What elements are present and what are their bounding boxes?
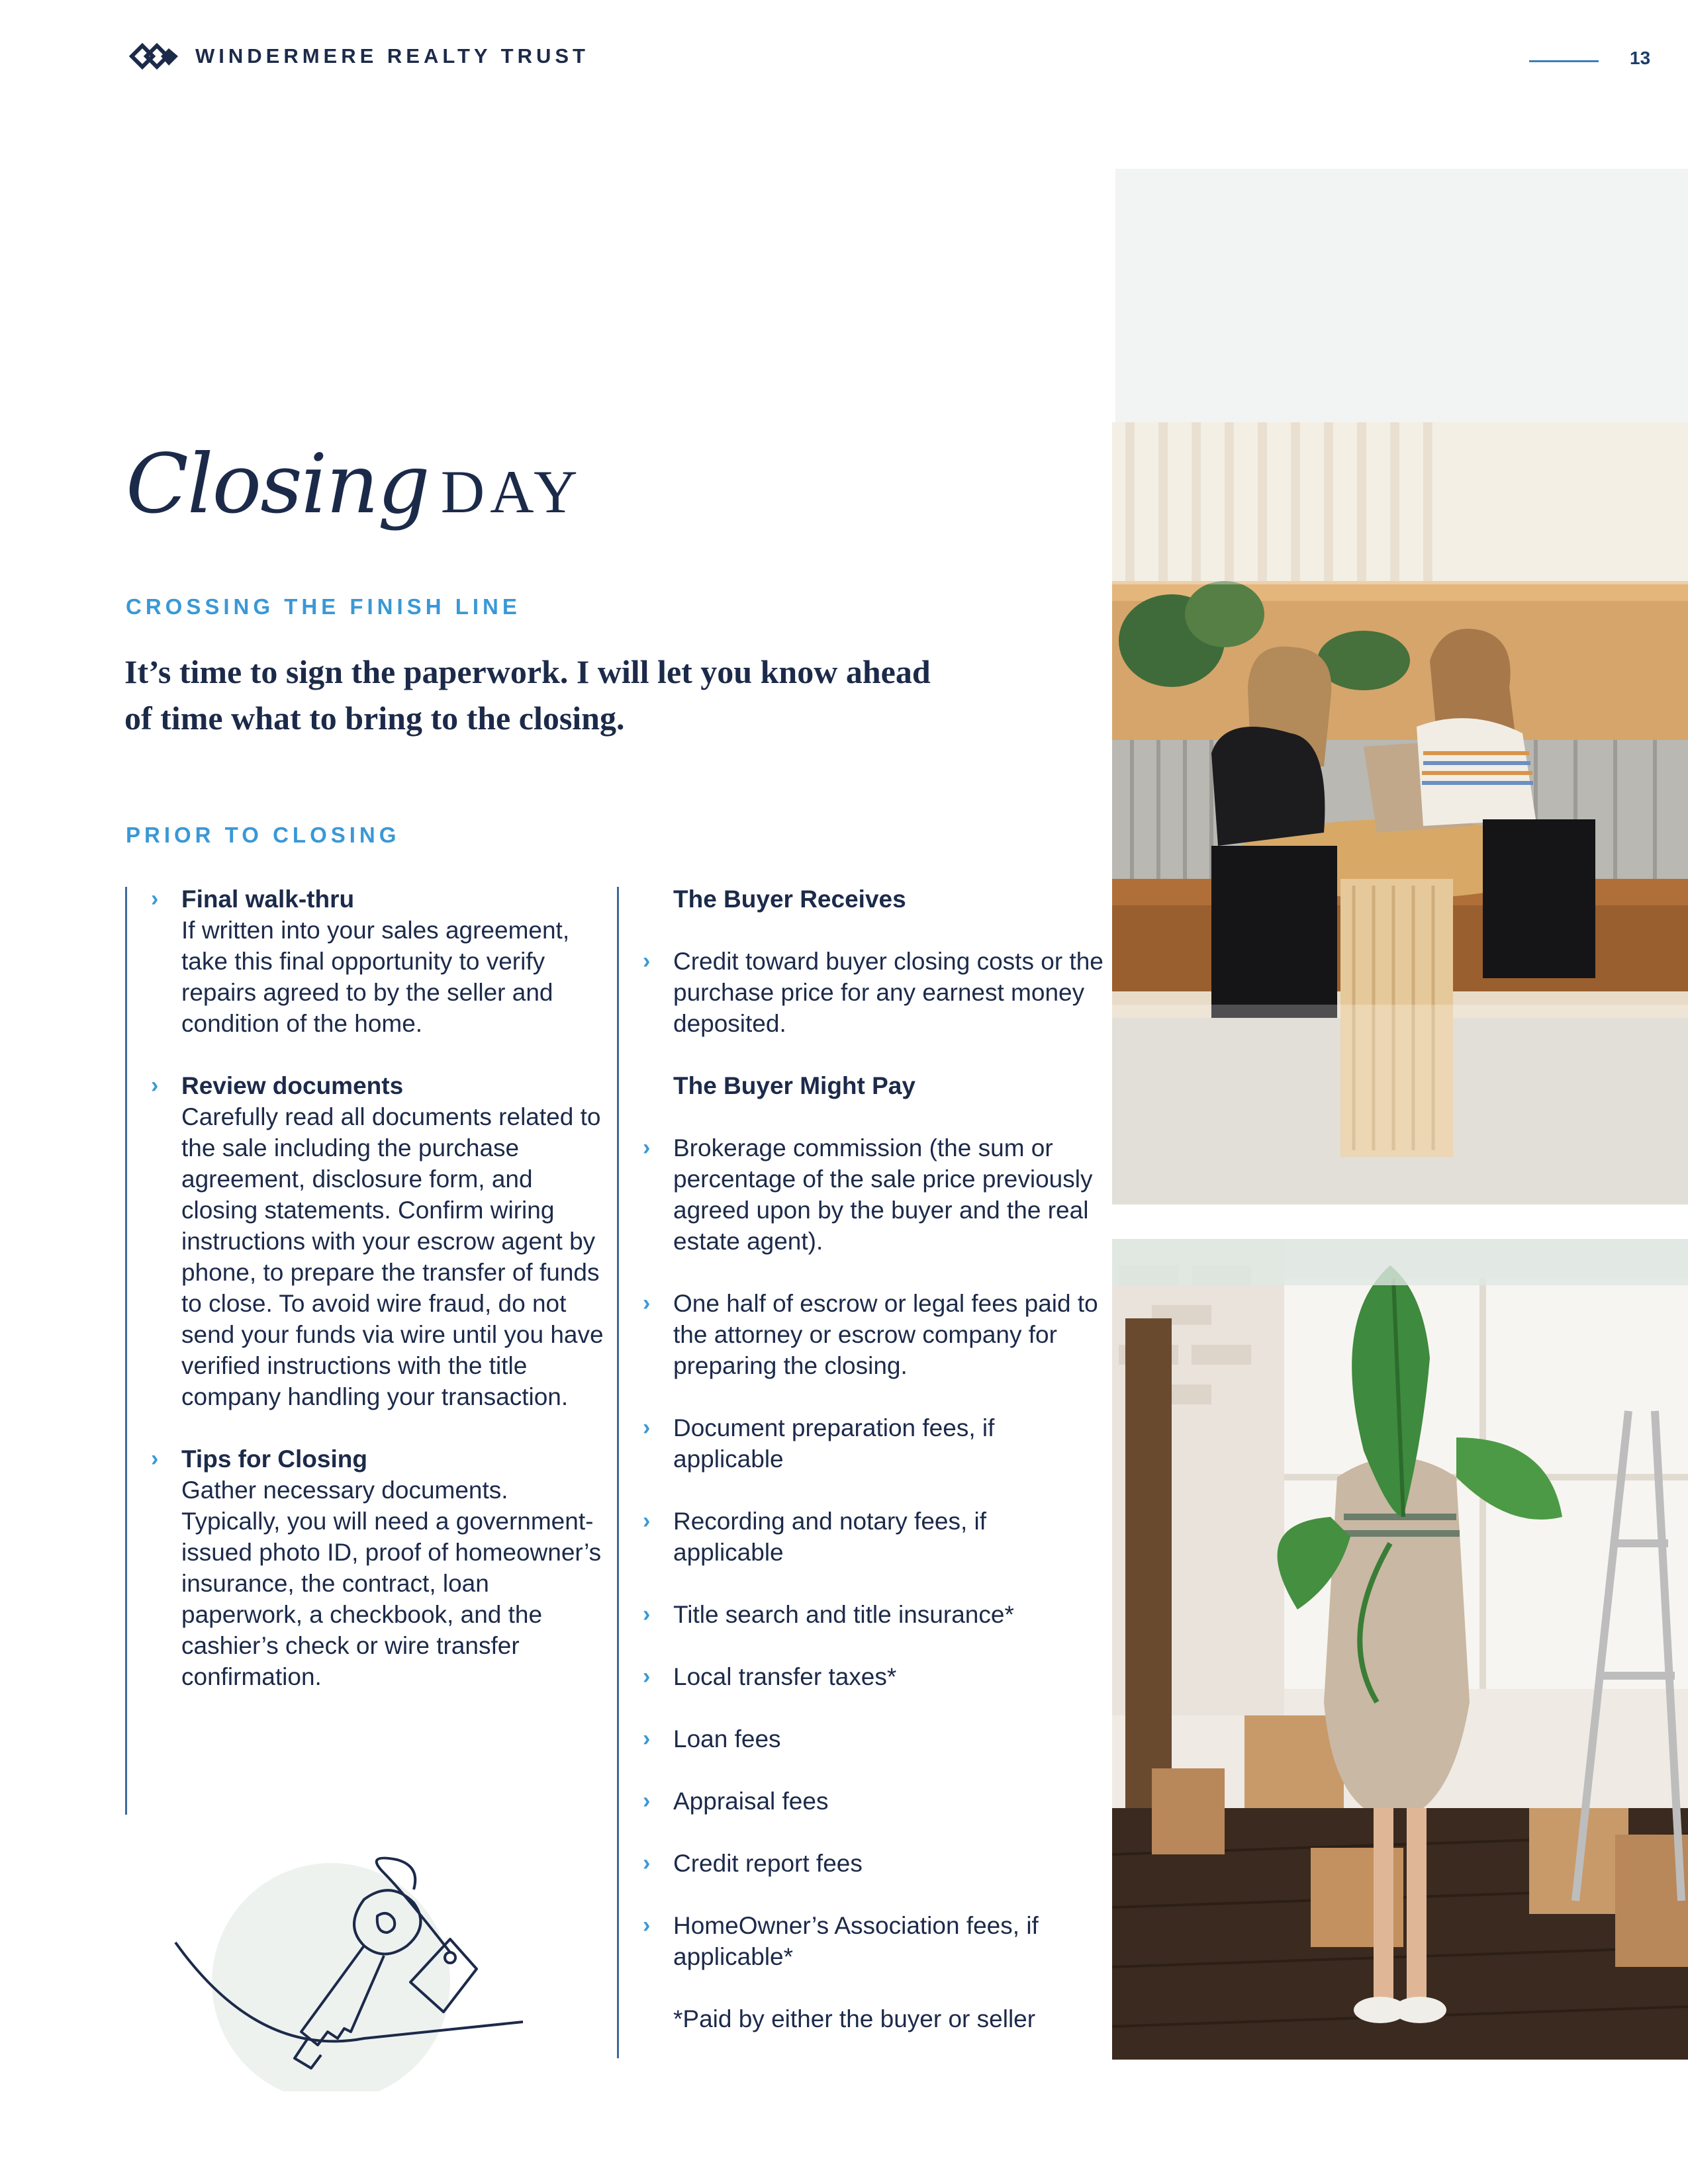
page-number-rule (1529, 60, 1599, 62)
chevron-right-icon: › (643, 1415, 651, 1440)
item-body: Loan fees (673, 1725, 781, 1752)
middle-column-rule (617, 887, 619, 2058)
list-item (643, 1599, 1103, 1630)
decorative-panel (1115, 169, 1688, 424)
list-item (643, 1848, 1103, 1879)
list-item (643, 1412, 1103, 1475)
footnote: *Paid by either the buyer or seller (673, 2005, 1036, 2032)
page-title (126, 437, 583, 532)
brand-logo (129, 40, 589, 73)
list-item-tips-for-closing (151, 1443, 605, 1692)
page-number: 13 (1630, 48, 1651, 68)
list-item (643, 946, 1103, 1039)
list-item-review-documents (151, 1070, 605, 1412)
list-item (643, 1910, 1103, 1972)
chevron-right-icon: › (643, 1135, 651, 1160)
chevron-right-icon: › (643, 1788, 651, 1813)
item-body: Brokerage commission (the sum or percentage of the sale price previously agreed upon by the buyer and the real estate agent). (673, 1134, 1093, 1255)
list-item (643, 1506, 1103, 1568)
chevron-right-icon: › (151, 886, 159, 911)
photo-woman-holding-plant (1112, 1239, 1688, 2060)
chevron-right-icon: › (151, 1073, 159, 1098)
item-body: Local transfer taxes* (673, 1663, 897, 1690)
item-body: Title search and title insurance* (673, 1601, 1014, 1628)
chevron-right-icon: › (643, 1291, 651, 1316)
item-body: Carefully read all documents related to the sale including the purchase agreement, disclosure form, and closing statements. Confirm wiring instructions with your escrow agent by phone, to prepare the transfer of funds to close. To avoid wire fraud, do not send your funds via wire until you have verified instructions with the title company handling your transaction. (181, 1103, 604, 1410)
list-item (643, 1723, 1103, 1754)
item-body: Credit report fees (673, 1850, 863, 1877)
chevron-right-icon: › (643, 1913, 651, 1938)
chevron-right-icon: › (643, 948, 651, 974)
section-kicker-prior-to-closing: PRIOR TO CLOSING (126, 823, 400, 847)
item-body: Document preparation fees, if applicable (673, 1414, 995, 1473)
item-heading: Review documents (181, 1072, 404, 1099)
item-body: Recording and notary fees, if applicable (673, 1508, 987, 1566)
item-heading: Final walk-thru (181, 886, 355, 913)
item-body: Gather necessary documents. Typically, you will need a government-issued photo ID, proof of homeowner’s insurance, the contract, loan paperwork, a checkbook, and the cashier’s check or wire transfer confirmation. (181, 1477, 602, 1690)
item-body: If written into your sales agreement, take this final opportunity to verify repairs agreed to by the seller and condition of the home. (181, 917, 570, 1037)
buyer-receives-heading: The Buyer Receives (673, 886, 906, 913)
item-body: Credit toward buyer closing costs or the purchase price for any earnest money deposited. (673, 948, 1103, 1037)
left-column-rule (125, 887, 127, 1815)
photo-two-women-meeting (1112, 422, 1688, 1205)
list-item (643, 1132, 1103, 1257)
item-heading: Tips for Closing (181, 1445, 367, 1473)
chevron-right-icon: › (643, 1508, 651, 1533)
chevron-right-icon: › (151, 1446, 159, 1471)
list-item (643, 1661, 1103, 1692)
item-body: One half of escrow or legal fees paid to the attorney or escrow company for preparing the closing. (673, 1290, 1098, 1379)
list-item (643, 1288, 1103, 1381)
item-body: Appraisal fees (673, 1788, 829, 1815)
chevron-right-icon: › (643, 1602, 651, 1627)
item-body: HomeOwner’s Association fees, if applicable* (673, 1912, 1039, 1970)
prior-to-closing-list (151, 884, 605, 1723)
windermere-w-logo-icon (129, 40, 181, 72)
section-kicker-finish-line: CROSSING THE FINISH LINE (126, 594, 521, 619)
intro-paragraph: It’s time to sign the paperwork. I will let you know ahead of time what to bring to the closing. (124, 653, 931, 737)
chevron-right-icon: › (643, 1850, 651, 1876)
title-caps: DAY (440, 458, 583, 525)
buyer-costs-list (643, 884, 1103, 2034)
house-key-illustration-icon (165, 1840, 536, 2091)
chevron-right-icon: › (643, 1726, 651, 1751)
chevron-right-icon: › (643, 1664, 651, 1689)
brand-name: WINDERMERE REALTY TRUST (195, 44, 589, 68)
list-item-final-walk-thru (151, 884, 605, 1039)
list-item (643, 1786, 1103, 1817)
buyer-might-pay-heading: The Buyer Might Pay (673, 1072, 915, 1099)
title-script: Closing (126, 437, 429, 532)
